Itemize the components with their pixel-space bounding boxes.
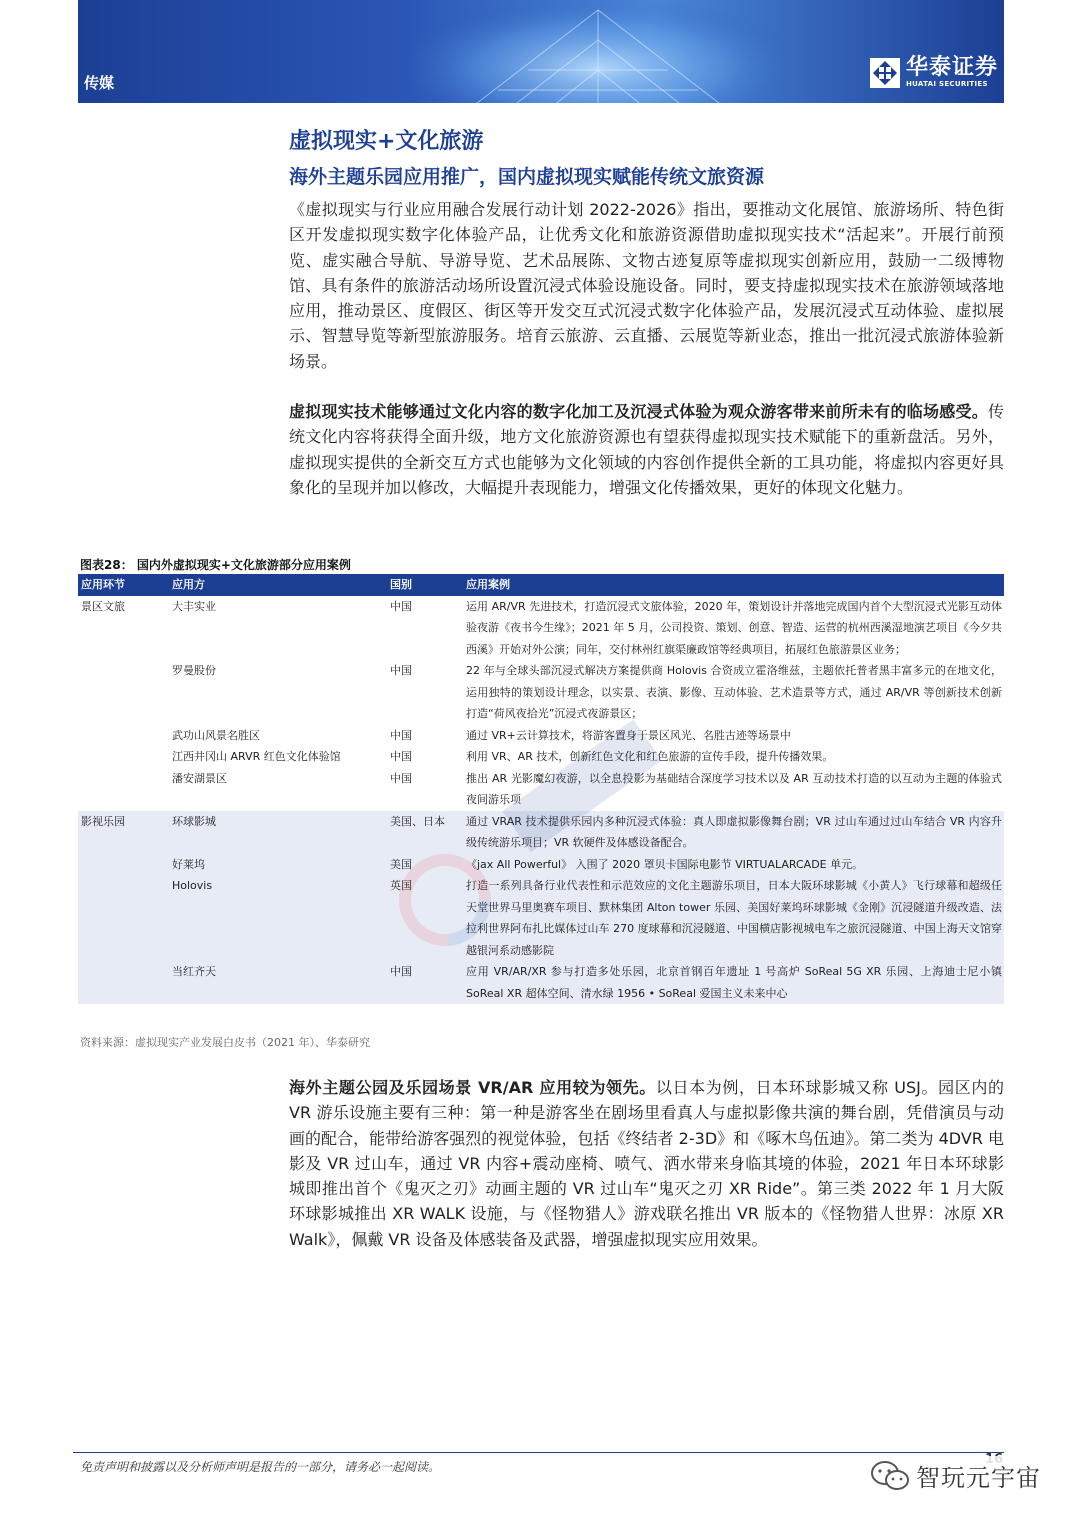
table-row — [78, 961, 1004, 1004]
cell-country: 美国、日本 — [387, 811, 463, 854]
column-header: 国别 — [387, 574, 463, 596]
cell-case: 打造一系列具备行业代表性和示范效应的文化主题游乐项目，日本大阪环球影城《小黄人》飞行球幕和超级任天堂世界马里奥赛车项目、默林集团 Alton tower 乐园、美国好莱坞环球影城《金刚》沉浸隧道升级改造、法拉利世界阿布扎比媒体过山车 270 度球幕和沉浸隧道、中国横店影视城电车之旅沉浸隧道、中国上海天文馆穿越银河系动感影院 — [463, 875, 1004, 961]
cell-country: 中国 — [390, 664, 412, 677]
brand-name-en: HUATAI SECURITIES — [905, 80, 988, 88]
cell-segment — [78, 660, 169, 725]
paragraph-lead: 虚拟现实技术能够通过文化内容的数字化加工及沉浸式体验为观众游客带来前所未有的临场感受。 — [289, 402, 988, 421]
paragraph-body: 传统文化内容将获得全面升级，地方文化旅游资源也有望获得虚拟现实技术赋能下的重新盘活。另外，虚拟现实提供的全新交互方式也能够为文化领域的内容创作提供全新的工具功能，将虚拟内容更好具象化的呈现并加以修改，大幅提升表现能力，增强文化传播效果，更好的体现文化魅力。 — [289, 402, 1004, 497]
paragraph-body: 以日本为例，日本环球影城又称 USJ。园区内的 VR 游乐设施主要有三种：第一种是游客坐在剧场里看真人与虚拟影像共演的舞台剧，凭借演员与动画的配合，能带给游客强烈的视觉体验，包括《终结者 2-3D》和《啄木鸟伍迪》。第二类为 4DVR 电影及 VR 过山车，通过 VR 内容+震动座椅、喷气、洒水带来身临其境的体验，2021 年日本环球影城即推出首个《鬼灭之刃》动画主题的 VR 过山车“鬼灭之刃 XR Ride”。第三类 2022 年 1 月大阪环球影城推出 XR WALK 设施，与《怪物猎人》游戏联名推出 VR 版本的《怪物猎人世界：冰原 XR Walk》，佩戴 VR 设备及体感装备及武器，增强虚拟现实应用效果。 — [289, 1078, 1004, 1249]
huatai-logo-icon — [870, 58, 900, 88]
section-label: 传媒 — [84, 74, 115, 92]
column-header: 应用方 — [169, 574, 387, 596]
cell-case: 22 年与全球头部沉浸式解决方案提供商 Holovis 合资成立霍洛维兹，主题依托普者黑丰富多元的在地文化，运用独特的策划设计理念，以实景、表演、影像、互动体验、艺术造景等方式，通过 AR/VR 等创新技术创新打造“荷风夜拾光”沉浸式夜游景区； — [466, 664, 1002, 720]
paragraph-theme-parks — [289, 1075, 1004, 1252]
cell-country: 中国 — [387, 961, 463, 1004]
cell-case: 推出 AR 光影魔幻夜游，以全息投影为基础结合深度学习技术以及 AR 互动技术打造的以互动为主题的体验式夜间游乐项 — [466, 771, 1002, 806]
table-row — [78, 746, 1004, 768]
cell-party: 江西井冈山 ARVR 红色文化体验馆 — [172, 750, 341, 763]
cell-case: 《jax All Powerful》 入围了 2020 罩贝卡国际电影节 VIRTUALARCADE 单元。 — [463, 854, 1004, 876]
table-row — [78, 854, 1004, 876]
table-row — [78, 660, 1004, 725]
cell-country: 中国 — [390, 728, 412, 742]
cell-case: 应用 VR/AR/XR 参与打造多处乐园，北京首钢百年遗址 1 号高炉 SoReal 5G XR 乐园、上海迪士尼小镇 SoReal XR 超体空间、清水绿 1956 • SoReal 爱国主义未来中心 — [463, 961, 1004, 1004]
wechat-icon — [870, 1459, 910, 1493]
cell-party: Holovis — [169, 875, 387, 961]
cell-segment — [78, 875, 169, 961]
figure-source: 资料来源：虚拟现实产业发展白皮书（2021 年）、华泰研究 — [80, 1036, 370, 1049]
header-banner — [78, 0, 1004, 103]
cell-case: 利用 VR、AR 技术，创新红色文化和红色旅游的宣传手段，提升传播效果。 — [466, 750, 834, 763]
table-row — [78, 725, 1004, 747]
cell-country: 中国 — [390, 750, 412, 763]
cell-segment — [78, 768, 169, 811]
brand-logo — [870, 56, 998, 89]
column-header: 应用案例 — [463, 574, 1004, 596]
table-row — [78, 768, 1004, 811]
brand-name-cn: 华泰证券 — [905, 55, 998, 80]
cell-country: 英国 — [387, 875, 463, 961]
wechat-account-name: 智玩元宇宙 — [916, 1464, 1041, 1492]
cell-party: 环球影城 — [169, 811, 387, 854]
cell-party: 大丰实业 — [172, 599, 216, 613]
paragraph-policy: 《虚拟现实与行业应用融合发展行动计划 2022-2026》指出，要推动文化展馆、旅游场所、特色街区开发虚拟现实数字化体验产品，让优秀文化和旅游资源借助虚拟现实技术“活起来”。开展行前预览、虚实融合导航、导游导览、艺术品展陈、文物古迹复原等虚拟现实创新应用，鼓励一二级博物馆、具有条件的旅游活动场所设置沉浸式体验设施设备。同时，要支持虚拟现实技术在旅游领域落地应用，推动景区、度假区、街区等开发交互式沉浸式数字化体验产品，发展沉浸式互动体验、虚拟展示、智慧导览等新型旅游服务。培育云旅游、云直播、云展览等新业态，推出一批沉浸式旅游体验新场景。 — [289, 200, 1004, 371]
table-row — [78, 875, 1004, 961]
cell-party: 好莱坞 — [169, 854, 387, 876]
cell-segment: 影视乐园 — [78, 811, 169, 854]
table-row — [78, 596, 1004, 661]
cell-party: 武功山风景名胜区 — [172, 728, 260, 742]
cell-country: 美国 — [387, 854, 463, 876]
section-heading: 虚拟现实+文化旅游 — [289, 129, 484, 154]
table-header-row — [78, 574, 1004, 596]
footer-disclaimer: 免责声明和披露以及分析师声明是报告的一部分，请务必一起阅读。 — [80, 1460, 441, 1474]
footer-divider — [73, 1452, 1004, 1453]
figure-title: 图表28： 国内外虚拟现实+文化旅游部分应用案例 — [80, 558, 351, 572]
cell-segment — [78, 854, 169, 876]
column-header: 应用环节 — [78, 574, 169, 596]
cell-segment — [78, 961, 169, 1004]
cell-party: 罗曼股份 — [172, 664, 216, 677]
cell-segment — [78, 746, 169, 768]
paragraph-lead: 海外主题公园及乐园场景 VR/AR 应用较为领先。 — [289, 1078, 656, 1097]
cell-country: 中国 — [390, 599, 412, 613]
section-subheading: 海外主题乐园应用推广，国内虚拟现实赋能传统文旅资源 — [289, 166, 765, 188]
paragraph-immersion — [289, 399, 1004, 500]
cell-segment: 景区文旅 — [81, 599, 125, 613]
wechat-badge — [868, 1456, 1047, 1495]
cell-segment — [78, 725, 169, 747]
cell-country: 中国 — [390, 771, 412, 785]
cell-case: 通过 VR+云计算技术，将游客置身于景区风光、名胜古迹等场景中 — [466, 728, 791, 742]
cell-party: 当红齐天 — [169, 961, 387, 1004]
banner-decoration — [408, 0, 788, 103]
table-row — [78, 811, 1004, 854]
cell-case: 通过 VRAR 技术提供乐园内多种沉浸式体验：真人即虚拟影像舞台剧；VR 过山车通过过山车结合 VR 内容升级传统游乐项目；VR 软硬件及体感设备配合。 — [463, 811, 1004, 854]
cases-table — [78, 574, 1004, 1004]
cell-case: 运用 AR/VR 先进技术，打造沉浸式文旅体验，2020 年，策划设计并落地完成国内首个大型沉浸式光影互动体验夜游《夜书今生缘》；2021 年 5 月，公司投资、策划、创意、智造、运营的杭州西溪湿地演艺项目《今夕共西溪》开始对外公演；同年，交付林州红旗渠廉政馆等经典项目，拓展红色旅游景区业务； — [466, 599, 1002, 656]
cell-party: 潘安湖景区 — [172, 771, 227, 785]
